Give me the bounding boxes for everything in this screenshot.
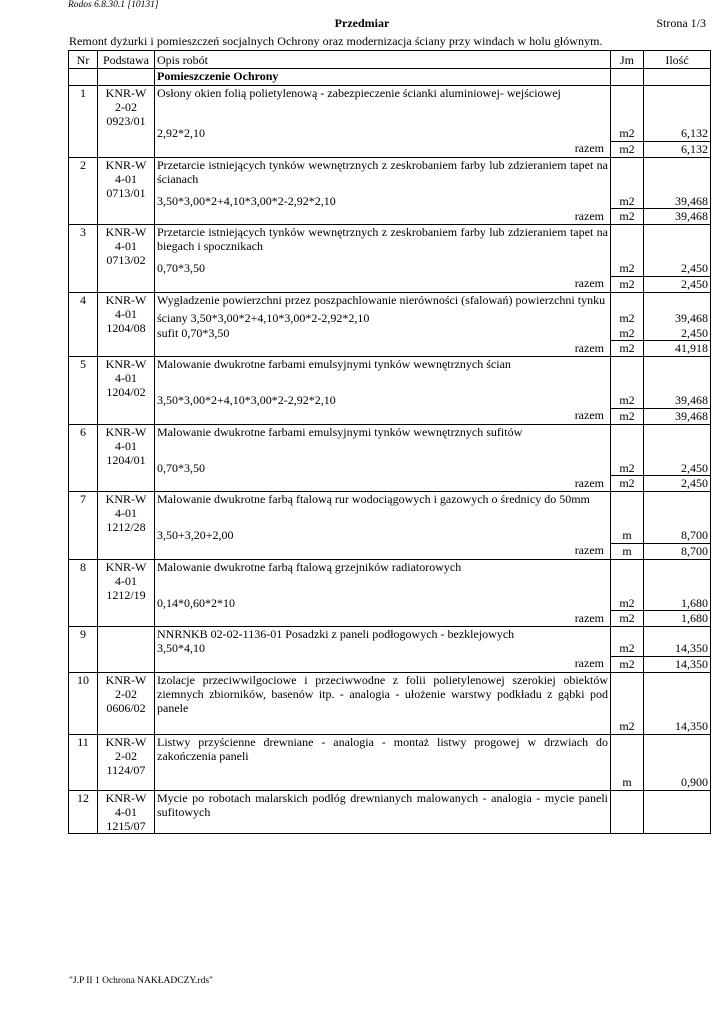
calc-quantity: 39,468	[644, 311, 711, 326]
calc-quantity: 6,132	[644, 126, 711, 141]
item-description-cell	[155, 86, 611, 127]
calc-quantity: 8,700	[644, 528, 711, 543]
empty-cell	[611, 559, 644, 596]
column-header-opis: Opis robót	[155, 51, 611, 69]
calc-row	[69, 326, 711, 341]
calc-unit: m2	[611, 641, 644, 656]
sum-label-cell	[155, 476, 611, 492]
sum-label: razem	[574, 543, 604, 557]
sum-unit: m	[611, 543, 644, 559]
calc-expression-cell	[155, 194, 611, 209]
sum-unit: m2	[611, 656, 644, 672]
calc-expression-cell	[155, 641, 611, 656]
column-header-nr: Nr	[69, 51, 98, 69]
calc-unit: m2	[611, 596, 644, 611]
calc-quantity: 2,450	[644, 326, 711, 341]
calc-expression-cell	[155, 719, 611, 735]
empty-cell	[644, 559, 711, 596]
item-number: 7	[69, 492, 98, 560]
column-header-ilosc: Ilość	[644, 51, 711, 69]
sum-row	[69, 656, 711, 672]
calc-quantity: 39,468	[644, 194, 711, 209]
item-number: 1	[69, 86, 98, 158]
table-row	[69, 225, 711, 262]
sum-label: razem	[574, 656, 604, 670]
item-description: Przetarcie istniejących tynków wewnętrznych z zeskrobaniem farby lub zdzieraniem tapet na biegach i spocznikach	[157, 225, 608, 253]
item-description: Przetarcie istniejących tynków wewnętrznych z zeskrobaniem farby lub zdzieraniem tapet na ścianach	[157, 157, 608, 186]
document-title: Przedmiar	[334, 16, 390, 30]
sum-row	[69, 611, 711, 627]
sum-quantity: 2,450	[644, 276, 711, 292]
sum-label: razem	[574, 276, 604, 290]
section-title: Pomieszczenie Ochrony	[155, 69, 611, 86]
item-podstawa	[98, 627, 155, 673]
calc-quantity: 2,450	[644, 261, 711, 276]
item-podstawa: KNR-W 2-02 1124/07	[98, 734, 155, 790]
calc-unit: m2	[611, 461, 644, 476]
item-description-cell	[155, 492, 611, 529]
empty-cell	[644, 790, 711, 831]
item-number: 9	[69, 627, 98, 673]
calc-expression: 0,70*3,50	[157, 261, 205, 275]
table-row	[69, 424, 711, 461]
empty-cell	[611, 225, 644, 262]
sum-label: razem	[574, 610, 604, 625]
sum-label: razem	[574, 141, 604, 155]
empty-cell	[644, 734, 711, 775]
calc-expression-cell	[155, 528, 611, 543]
item-podstawa: KNR-W 4-01 0713/02	[98, 225, 155, 293]
calc-row	[69, 719, 711, 735]
sum-row	[69, 408, 711, 424]
empty-cell	[611, 790, 644, 831]
spacer	[157, 439, 608, 461]
calc-expression: 3,50*3,00*2+4,10*3,00*2-2,92*2,10	[157, 193, 336, 208]
sum-row	[69, 476, 711, 492]
item-description: NNRNKB 02-02-1136-01 Posadzki z paneli podłogowych - bezklejowych	[157, 627, 515, 641]
sum-quantity: 1,680	[644, 611, 711, 627]
item-description: Wygładzenie powierzchni przez poszpachlowanie nierówności (sfalowań) powierzchni tynku	[157, 292, 606, 307]
spacer	[157, 371, 608, 393]
calc-row	[69, 461, 711, 476]
item-description: Osłony okien folią polietylenową - zabezpieczenie ścianki aluminiowej- wejściowej	[157, 86, 561, 100]
empty-cell	[644, 292, 711, 311]
item-description: Malowanie dwukrotne farbami emulsyjnymi tynków wewnętrznych sufitów	[157, 424, 523, 439]
table-row	[69, 492, 711, 529]
sum-row	[69, 543, 711, 559]
sum-unit: m2	[611, 209, 644, 225]
table-row	[69, 790, 711, 831]
calc-expression-cell	[155, 461, 611, 476]
calc-expression: 3,50+3,20+2,00	[157, 528, 234, 542]
sum-quantity: 39,468	[644, 209, 711, 225]
item-description: Listwy przyścienne drewniane - analogia - montaż listwy progowej w drzwiach do zakończenia paneli	[157, 734, 608, 763]
calc-expression: 3,50*3,00*2+4,10*3,00*2-2,92*2,10	[157, 393, 336, 407]
sum-label-cell	[155, 209, 611, 225]
empty-cell	[611, 157, 644, 194]
table-row	[69, 157, 711, 194]
item-number: 8	[69, 559, 98, 627]
item-podstawa: KNR-W 4-01 1215/07	[98, 790, 155, 833]
calc-quantity: 1,680	[644, 596, 711, 611]
calc-expression: ściany 3,50*3,00*2+4,10*3,00*2-2,92*2,10	[157, 310, 370, 325]
app-version: Rodos 6.8.30.1 [10131]	[68, 0, 159, 10]
item-podstawa: KNR-W 4-01 1204/02	[98, 357, 155, 425]
item-description-cell	[155, 225, 611, 262]
item-description: Malowanie dwukrotne farbami emulsyjnymi tynków wewnętrznych ścian	[157, 357, 511, 371]
spacer	[157, 763, 608, 775]
item-number: 5	[69, 357, 98, 425]
item-number: 11	[69, 734, 98, 790]
item-description-cell	[155, 672, 611, 719]
sum-quantity: 41,918	[644, 341, 711, 357]
calc-expression-cell	[155, 393, 611, 408]
przedmiar-table	[68, 50, 711, 834]
calc-expression: 2,92*2,10	[157, 126, 205, 140]
sum-label: razem	[574, 208, 604, 223]
calc-unit: m	[611, 775, 644, 791]
sum-label: razem	[574, 408, 604, 422]
table-row	[69, 627, 711, 642]
item-description-cell	[155, 292, 611, 311]
sum-quantity: 39,468	[644, 408, 711, 424]
item-number: 6	[69, 424, 98, 492]
empty-cell	[644, 672, 711, 719]
item-podstawa: KNR-W 4-01 1204/01	[98, 424, 155, 492]
calc-quantity: 2,450	[644, 461, 711, 476]
item-podstawa: KNR-W 2-02 0923/01	[98, 86, 155, 158]
calc-row	[69, 775, 711, 791]
calc-expression: 3,50*4,10	[157, 641, 205, 655]
sum-quantity: 6,132	[644, 141, 711, 157]
spacer	[157, 186, 608, 194]
calc-expression-cell	[155, 126, 611, 141]
empty-cell	[611, 831, 644, 834]
empty-cell	[644, 831, 711, 834]
calc-row	[69, 126, 711, 141]
item-number: 4	[69, 292, 98, 357]
sum-unit: m2	[611, 611, 644, 627]
sum-label-cell	[155, 276, 611, 292]
empty-cell	[611, 492, 644, 529]
item-number: 12	[69, 790, 98, 833]
calc-expression-cell	[155, 326, 611, 341]
table-row	[69, 86, 711, 127]
empty-cell	[644, 157, 711, 194]
sum-row	[69, 276, 711, 292]
sum-label: razem	[574, 340, 604, 355]
empty-cell	[611, 627, 644, 642]
calc-unit: m2	[611, 326, 644, 341]
item-number: 3	[69, 225, 98, 293]
calc-row	[69, 393, 711, 408]
sum-row	[69, 341, 711, 357]
sum-label: razem	[574, 475, 604, 490]
calc-unit: m	[611, 528, 644, 543]
sum-unit: m2	[611, 476, 644, 492]
calc-unit: m2	[611, 393, 644, 408]
calc-quantity: 14,350	[644, 641, 711, 656]
column-header-jm: Jm	[611, 51, 644, 69]
empty-cell	[644, 225, 711, 262]
item-podstawa: KNR-W 4-01 1212/19	[98, 559, 155, 627]
empty-cell	[611, 292, 644, 311]
column-header-podstawa: Podstawa	[98, 51, 155, 69]
sum-unit: m2	[611, 276, 644, 292]
table-row	[69, 292, 711, 311]
calc-expression-cell	[155, 261, 611, 276]
item-description: Malowanie dwukrotne farbą ftalową rur wodociągowych i gazowych o średnicy do 50mm	[157, 492, 590, 506]
table-row	[69, 357, 711, 394]
sum-row	[69, 141, 711, 157]
item-description-cell	[155, 157, 611, 194]
spacer	[157, 506, 608, 528]
sum-unit: m2	[611, 408, 644, 424]
empty-cell	[644, 86, 711, 127]
table-row	[69, 734, 711, 775]
table-header-row	[69, 51, 711, 69]
calc-row	[69, 261, 711, 276]
empty-cell	[644, 424, 711, 461]
table-row	[69, 672, 711, 719]
spacer	[157, 253, 608, 261]
item-description-cell	[155, 424, 611, 461]
sum-row	[69, 209, 711, 225]
calc-quantity: 0,900	[644, 775, 711, 791]
document-subtitle: Remont dyżurki i pomieszczeń socjalnych Ochrony oraz modernizacja ściany przy windach w holu głównym.	[69, 34, 603, 48]
calc-row	[69, 831, 711, 834]
empty-cell	[611, 672, 644, 719]
calc-unit: m2	[611, 261, 644, 276]
item-description: Izolacje przeciwwilgociowe i przeciwwodne z folii polietylenowej szerokiej obiektów ziemnych zbiorników, basenów itp. - analogia - ułożenie warstwy podkładu z gąbki pod panele	[157, 672, 608, 715]
page-number: Strona 1/3	[656, 16, 706, 30]
item-description-cell	[155, 559, 611, 596]
calc-expression: 0,14*0,60*2*10	[157, 595, 235, 610]
item-podstawa: KNR-W 2-02 0606/02	[98, 672, 155, 734]
item-number: 10	[69, 672, 98, 734]
empty-cell	[155, 831, 611, 834]
calc-expression-cell	[155, 311, 611, 326]
calc-row	[69, 641, 711, 656]
empty-cell	[611, 357, 644, 394]
calc-unit: m2	[611, 719, 644, 735]
section-row	[69, 69, 711, 86]
spacer	[157, 100, 608, 126]
calc-expression: sufit 0,70*3,50	[157, 325, 230, 340]
calc-expression-cell	[155, 596, 611, 611]
calc-expression-cell	[155, 775, 611, 791]
empty-cell	[611, 424, 644, 461]
empty-cell	[644, 492, 711, 529]
item-number: 2	[69, 157, 98, 225]
sum-quantity: 14,350	[644, 656, 711, 672]
calc-unit: m2	[611, 194, 644, 209]
sum-unit: m2	[611, 141, 644, 157]
item-description-cell	[155, 627, 611, 642]
calc-unit: m2	[611, 126, 644, 141]
empty-cell	[644, 627, 711, 642]
calc-quantity: 39,468	[644, 393, 711, 408]
item-podstawa: KNR-W 4-01 1212/28	[98, 492, 155, 560]
calc-quantity: 14,350	[644, 719, 711, 735]
item-description-cell	[155, 734, 611, 775]
sum-label-cell	[155, 408, 611, 424]
calc-row	[69, 596, 711, 611]
sum-label-cell	[155, 611, 611, 627]
sum-label-cell	[155, 141, 611, 157]
sum-label-cell	[155, 656, 611, 672]
empty-cell	[611, 86, 644, 127]
sum-quantity: 2,450	[644, 476, 711, 492]
item-description-cell	[155, 357, 611, 394]
sum-unit: m2	[611, 341, 644, 357]
footer-filename: "J.P II 1 Ochrona NAKŁADCZY.rds"	[69, 976, 213, 986]
spacer	[157, 574, 608, 596]
item-description: Malowanie dwukrotne farbą ftalową grzejników radiatorowych	[157, 559, 462, 574]
spacer	[157, 819, 608, 825]
calc-row	[69, 194, 711, 209]
sum-quantity: 8,700	[644, 543, 711, 559]
sum-label-cell	[155, 341, 611, 357]
item-description-cell	[155, 790, 611, 831]
empty-cell	[611, 734, 644, 775]
table-row	[69, 559, 711, 596]
calc-row	[69, 528, 711, 543]
item-podstawa: KNR-W 4-01 0713/01	[98, 157, 155, 225]
sum-label-cell	[155, 543, 611, 559]
calc-unit: m2	[611, 311, 644, 326]
item-description: Mycie po robotach malarskich podłóg drewnianych malowanych - analogia - mycie paneli sufitowych	[157, 790, 608, 819]
calc-expression: 0,70*3,50	[157, 460, 205, 475]
item-podstawa: KNR-W 4-01 1204/08	[98, 292, 155, 357]
empty-cell	[644, 357, 711, 394]
calc-row	[69, 311, 711, 326]
